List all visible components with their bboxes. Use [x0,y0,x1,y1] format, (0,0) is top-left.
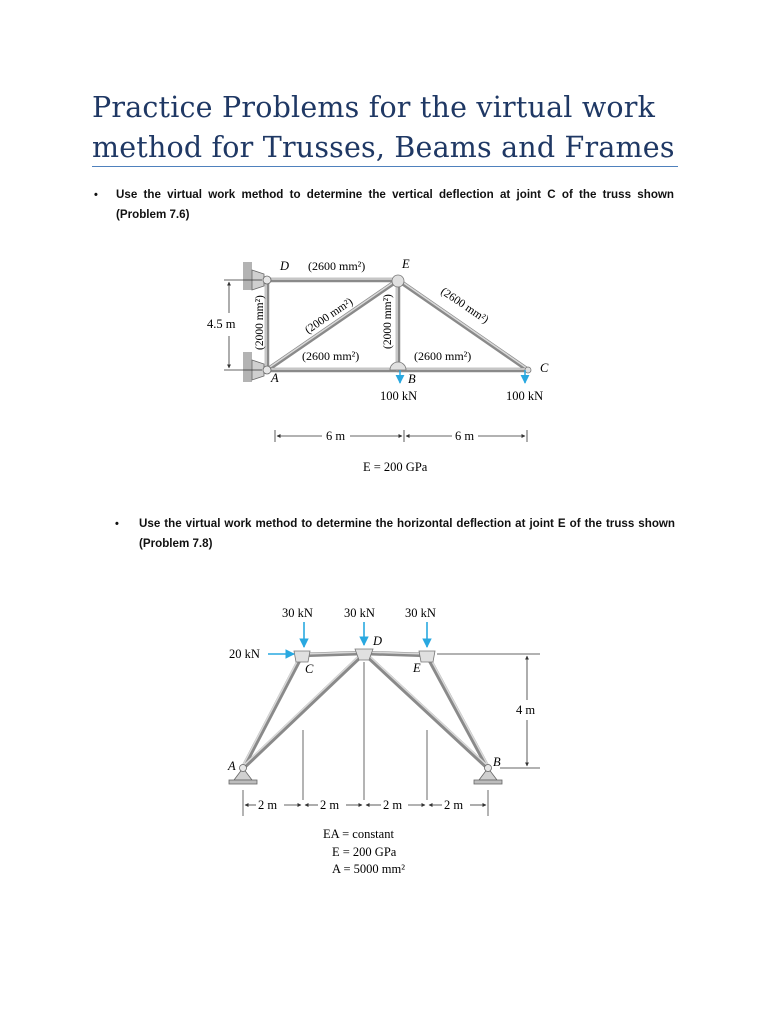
joint-label-b: B [493,755,501,769]
area-label-bc: (2600 mm²) [414,349,472,363]
member-ad [243,653,364,768]
dim-label-4: 2 m [444,798,464,812]
member-eb [427,655,488,768]
joint-label-e: E [413,661,421,675]
note-area: A = 5000 mm² [332,862,405,876]
span-label-right: 6 m [455,429,475,443]
load-label-c: 100 kN [506,389,544,403]
load-label-1: 30 kN [282,606,313,620]
span-label-left: 6 m [326,429,346,443]
area-label-ab: (2600 mm²) [302,349,360,363]
dim-label-2: 2 m [320,798,340,812]
joint-plate-e [419,651,435,662]
joint-label-e: E [402,257,410,271]
joint-label-c: C [540,361,549,375]
note-ea-constant: EA = constant [323,827,394,841]
joint-label-d: D [280,259,290,273]
bullet-marker: • [94,189,98,201]
joint-label-d: D [373,634,383,648]
member-ac [243,655,302,768]
height-label: 4.5 m [207,317,236,331]
load-label-2: 30 kN [344,606,375,620]
joint-label-c: C [305,662,314,676]
note-modulus: E = 200 GPa [332,845,397,859]
dim-label-1: 2 m [258,798,278,812]
joint-label-a: A [228,759,236,773]
joint-label-b: B [408,372,416,386]
load-label-horizontal: 20 kN [229,647,260,661]
area-label-de: (2600 mm²) [308,259,366,273]
area-label-ad: (2000 mm²) [254,295,266,350]
area-label-ec: (2600 mm²) [438,285,491,327]
load-label-3: 30 kN [405,606,436,620]
problem-1-statement: Use the virtual work method to determine the vertical deflection at joint C of the truss shown (Problem 7.6) [116,188,674,221]
member-db [364,653,488,768]
page-title: Practice Problems for the virtual work method for Trusses, Beams and Frames [92,91,675,164]
height-label: 4 m [516,703,536,717]
joint-label-a: A [271,371,279,385]
modulus-label: E = 200 GPa [363,460,428,474]
load-label-b: 100 kN [380,389,418,403]
area-label-eb: (2000 mm²) [382,294,394,349]
problem-2-statement: Use the virtual work method to determine the horizontal deflection at joint E of the truss shown (Problem 7.8) [139,517,675,550]
bullet-marker: • [115,518,119,530]
area-label-ae: (2000 mm²) [302,295,356,337]
joint-plate-c [294,651,310,662]
dim-label-3: 2 m [383,798,403,812]
